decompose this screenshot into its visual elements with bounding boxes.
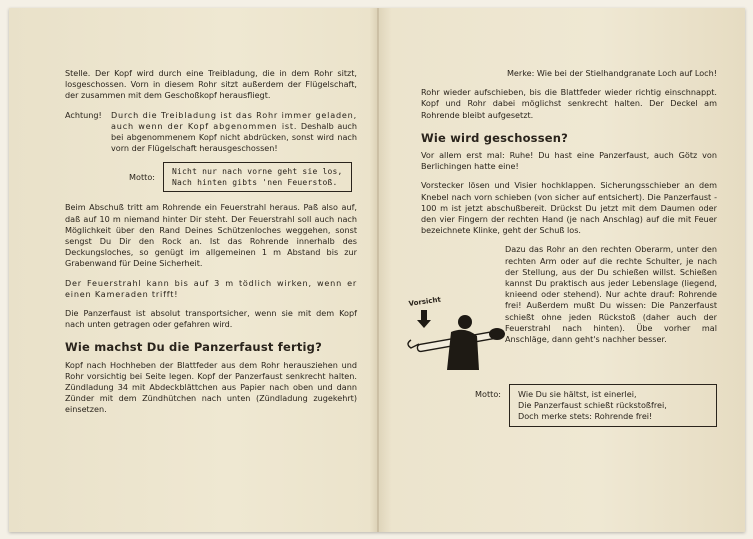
leaflet-sheet <box>9 8 745 532</box>
right-paragraph-4: Dazu das Rohr an den rechten Oberarm, unter den rechten Arm oder auf die rechte Schulter, je nach der Stellung, aus der Du schießen willst. Schießen kannst Du praktisch aus jeder Lebenslage (liegend, knieend oder stehend). Nur achte drauf: Rohrende frei! Außerdem mußt Du wissen: Die Panzerfaust schießt ohne jeden Rückstoß (daher auch der Feuerstrahl nach hinten). Übe vorher mal Anschläge, dann geht's nachher besser. <box>505 244 717 345</box>
warning-first-sentence: Durch die Treibladung ist das Rohr immer geladen, auch wenn der Kopf abgenommen ist. <box>111 109 357 131</box>
motto-line: Doch merke stets: Rohrende frei! <box>518 411 653 422</box>
section-heading-shoot: Wie wird geschossen? <box>421 130 569 145</box>
motto-block-left <box>65 162 357 192</box>
right-paragraph-3: Vorstecker lösen und Visier hochklappen. Sicherungsschieber an dem Knebel nach vorn schieben (von sicher auf entsichert). Die Panzerfaust - 100 m ist jetzt abschußbereit. Drückst Du jetzt mit dem Daumen oder den vier Fingern der rechten Hand (je nach Anschlag) auf die mit Feuer bezeichnete Klinke, geht der Schuß los. <box>421 180 717 236</box>
soldier-body-icon <box>447 330 479 370</box>
page-fold <box>377 8 379 532</box>
left-paragraph-3: Der Feuerstrahl kann bis auf 3 m tödlich wirken, wenn er einen Kameraden trifft! <box>65 277 357 299</box>
left-page <box>65 68 357 424</box>
motto-label-left: Motto: <box>129 171 155 182</box>
motto-box-left <box>163 162 352 192</box>
left-paragraph-2: Beim Abschuß tritt am Rohrende ein Feuerstrahl heraus. Paß also auf, daß auf 10 m niemand hinter Dir steht. Der Feuerstrahl soll auch nach Möglichkeit über den Rand Deines Schützenloches weggehen, sonst sengst Du Dir den Rock an. Ist das Rohrende innerhalb des Deckungsloches, so genügt im allgemeinen 1 m Abstand bis zur Grabenwand für Deine Sicherheit. <box>65 202 357 269</box>
warning-label: Achtung! <box>65 109 102 120</box>
soldier-firing-illustration <box>407 292 507 372</box>
helmet-icon <box>458 315 472 329</box>
merke-note: Merke: Wie bei der Stielhandgranate Loch auf Loch! <box>506 68 717 78</box>
right-paragraph-1: Rohr wieder aufschieben, bis die Blattfeder wieder richtig einschnappt. Kopf und Rohr dabei möglichst senkrecht halten. Der Deckel am Rohrende bleibt aufgesetzt. <box>421 87 717 120</box>
motto-label-right: Motto: <box>475 389 501 400</box>
section-heading-prepare: Wie machst Du die Panzerfaust fertig? <box>65 340 322 355</box>
motto-line: Wie Du sie hältst, ist einerlei, <box>518 389 637 400</box>
arrow-down-icon <box>417 310 431 328</box>
caution-label: Vorsicht <box>408 295 442 309</box>
warhead-icon <box>489 328 505 340</box>
warning-text <box>111 110 357 155</box>
motto-line: Nicht nur nach vorne geht sie los, <box>172 167 343 177</box>
right-page <box>408 68 717 427</box>
motto-block-right <box>421 384 717 427</box>
left-paragraph-5: Kopf nach Hochheben der Blattfeder aus dem Rohr herausziehen und Rohr vorsichtig bei Seite legen. Kopf der Panzerfaust senkrecht halten. Zündladung 34 mit Abdeckblättchen aus Papier nach oben und dann Zünder mit dem Zündhütchen nach unten (Zündladung zugekehrt) einsetzen. <box>65 359 357 415</box>
motto-box-right <box>509 384 717 427</box>
motto-line: Die Panzerfaust schießt rückstoßfrei, <box>518 400 667 411</box>
warning-rest: Deshalb auch bei abgenommenem Kopf nicht abdrücken, sonst wird nach vorn der Flügelschaft herausgeschossen! <box>111 120 357 154</box>
illustration-section <box>408 244 717 374</box>
motto-line: Nach hinten gibts 'nen Feuerstoß. <box>172 178 338 188</box>
left-paragraph-1: Stelle. Der Kopf wird durch eine Treibladung, die in dem Rohr sitzt, losgeschossen. Vorn in diesem Rohr sitzt außerdem der Flügelschaft, der zusammen mit dem Geschoßkopf herausfliegt. <box>65 68 357 101</box>
warning-block <box>65 110 357 155</box>
right-paragraph-2: Vor allem erst mal: Ruhe! Du hast eine Panzerfaust, auch Götz von Berlichingen hatte eine! <box>421 150 717 172</box>
left-paragraph-4: Die Panzerfaust ist absolut transportsicher, wenn sie mit dem Kopf nach unten getragen oder gefahren wird. <box>65 308 357 330</box>
